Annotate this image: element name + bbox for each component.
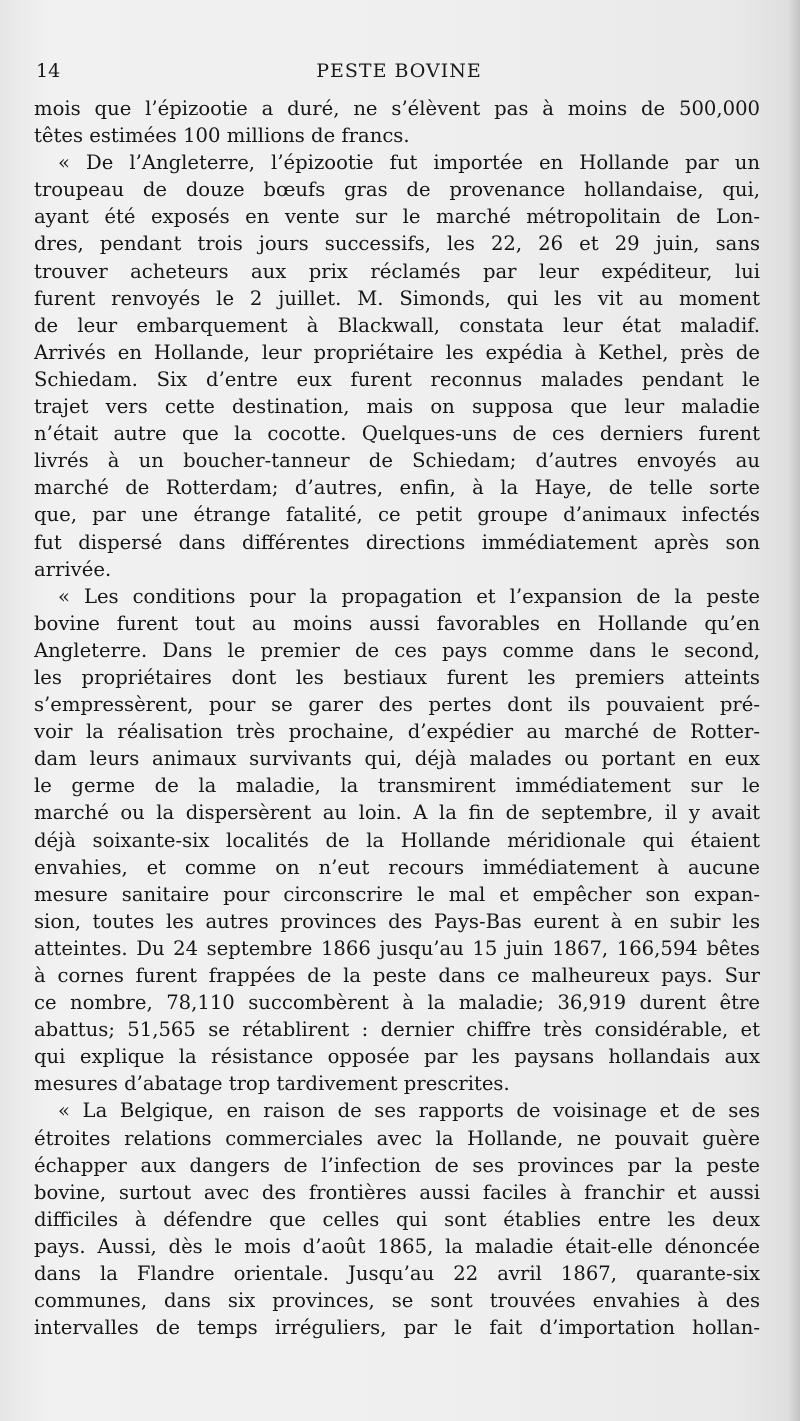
text-line: furent renvoyés le 2 juillet. M. Simonds, qui les vit au moment <box>34 286 760 310</box>
text-line: « Les conditions pour la propagation et l’expansion de la peste <box>58 584 760 608</box>
text-line: sion, toutes les autres provinces des Pays-Bas eurent à en subir les <box>34 909 760 933</box>
text-line: de leur embarquement à Blackwall, constata leur état maladif. <box>34 313 760 337</box>
text-line: voir la réalisation très prochaine, d’expédier au marché de Rotter- <box>34 720 760 744</box>
text-line: arrivée. <box>34 557 112 581</box>
text-line: marché de Rotterdam; d’autres, enfin, à la Haye, de telle sorte <box>34 476 760 500</box>
text-line: abattus; 51,565 se rétablirent : dernier chiffre très considérable, et <box>34 1018 760 1042</box>
text-line: à cornes furent frappées de la peste dans ce malheureux pays. Sur <box>34 964 760 987</box>
text-line: les propriétaires dont les bestiaux furent les premiers atteints <box>34 665 760 689</box>
text-line: troupeau de douze bœufs gras de provenance hollandaise, qui, <box>34 178 760 202</box>
text-line: Schiedam. Six d’entre eux furent reconnus malades pendant le <box>34 367 760 391</box>
text-line: qui explique la résistance opposée par les paysans hollandais aux <box>34 1045 760 1069</box>
text-line: marché ou la dispersèrent au loin. A la fin de septembre, il y avait <box>34 801 760 825</box>
text-line: « De l’Angleterre, l’épizootie fut importée en Hollande par un <box>58 151 760 175</box>
text-line: Angleterre. Dans le premier de ces pays comme dans le second, <box>34 638 760 662</box>
text-line: ce nombre, 78,110 succombèrent à la maladie; 36,919 durent être <box>34 991 760 1015</box>
text-line: trajet vers cette destination, mais on supposa que leur maladie <box>34 395 760 419</box>
page-number: 14 <box>36 60 61 82</box>
running-title: PESTE BOVINE <box>316 60 482 82</box>
text-line: pays. Aussi, dès le mois d’août 1865, la maladie était-elle dénoncée <box>34 1234 760 1258</box>
text-line: bovine furent tout au moins aussi favorables en Hollande qu’en <box>34 611 760 635</box>
text-line: difficiles à défendre que celles qui sont établies entre les deux <box>34 1207 760 1231</box>
text-line: « La Belgique, en raison de ses rapports de voisinage et de ses <box>58 1099 760 1123</box>
body-text <box>34 95 760 1341</box>
text-line: dres, pendant trois jours successifs, les 22, 26 et 29 juin, sans <box>34 232 760 256</box>
text-line: communes, dans six provinces, se sont trouvées envahies à des <box>34 1289 760 1313</box>
text-line: que, par une étrange fatalité, ce petit groupe d’animaux infectés <box>34 503 760 527</box>
text-line: étroites relations commerciales avec la Hollande, ne pouvait guère <box>34 1126 760 1150</box>
text-line: dam leurs animaux survivants qui, déjà malades ou portant en eux <box>34 747 760 771</box>
text-line: ayant été exposés en vente sur le marché métropolitain de Lon- <box>34 205 760 229</box>
text-line: échapper aux dangers de l’infection de ses provinces par la peste <box>34 1153 760 1177</box>
text-line: trouver acheteurs aux prix réclamés par leur expéditeur, lui <box>34 259 760 283</box>
text-line: atteintes. Du 24 septembre 1866 jusqu’au 15 juin 1867, 166,594 bêtes <box>34 936 760 960</box>
text-line: déjà soixante-six localités de la Hollande méridionale qui étaient <box>34 828 760 852</box>
text-line: n’était autre que la cocotte. Quelques-uns de ces derniers furent <box>34 422 760 446</box>
page-header <box>36 60 762 88</box>
text-line: envahies, et comme on n’eut recours immédiatement à aucune <box>34 855 760 879</box>
text-line: bovine, surtout avec des frontières aussi faciles à franchir et aussi <box>34 1180 760 1204</box>
text-line: mois que l’épizootie a duré, ne s’élèvent pas à moins de 500,000 <box>34 97 760 120</box>
text-line: livrés à un boucher-tanneur de Schiedam; d’autres envoyés au <box>34 449 760 473</box>
text-line: dans la Flandre orientale. Jusqu’au 22 avril 1867, quarante-six <box>34 1262 760 1286</box>
text-line: têtes estimées 100 millions de francs. <box>34 124 410 148</box>
text-line: intervalles de temps irréguliers, par le fait d’importation hollan- <box>34 1316 760 1340</box>
text-line: s’empressèrent, pour se garer des pertes dont ils pouvaient pré- <box>34 693 760 717</box>
text-line: Arrivés en Hollande, leur propriétaire les expédia à Kethel, près de <box>34 340 760 364</box>
text-line: mesure sanitaire pour circonscrire le mal et empêcher son expan- <box>34 882 760 906</box>
page-edge-shadow <box>788 0 800 1421</box>
text-line: fut dispersé dans différentes directions immédiatement après son <box>34 530 760 554</box>
text-line: mesures d’abatage trop tardivement prescrites. <box>34 1072 510 1096</box>
text-line: le germe de la maladie, la transmirent immédiatement sur le <box>34 774 760 798</box>
